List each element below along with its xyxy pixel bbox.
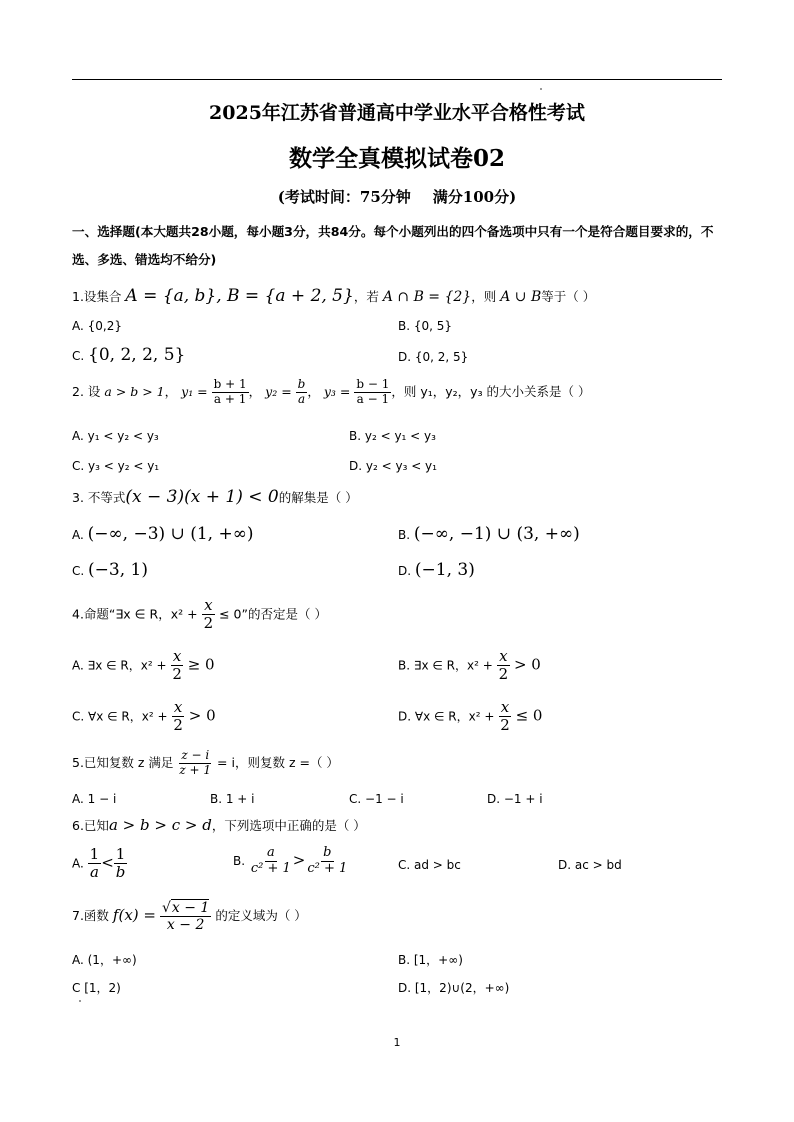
q3-option-d[interactable]: D. (−1, 3) — [398, 560, 475, 580]
q4-option-a[interactable]: A. ∃x ∈ R，x² + $\frac{x}{2}$ ≥ 0 — [72, 647, 215, 684]
q2-option-d[interactable]: D. y₂ < y₃ < y₁ — [349, 459, 437, 473]
section-heading: 一、选择题(本大题共28小题，每小题3分，共84分。每个小题列出的四个备选项中只有一个是符合题目要求的，不选、多选、错选均不给分) — [72, 224, 714, 267]
q4-option-c[interactable]: C. ∀x ∈ R，x² + $\frac{x}{2}$ > 0 — [72, 698, 216, 735]
q6-option-c[interactable]: C. ad > bc — [398, 858, 461, 872]
q5-option-c[interactable]: C. −1 − i — [349, 792, 404, 806]
exam-title: 2025年江苏省普通高中学业水平合格性考试 — [209, 102, 585, 124]
q1-option-d[interactable]: D. {0, 2, 5} — [398, 350, 469, 364]
q2-option-a[interactable]: A. y₁ < y₂ < y₃ — [72, 429, 159, 443]
q2-option-c[interactable]: C. y₃ < y₂ < y₁ — [72, 459, 160, 473]
q1-option-c[interactable]: C. {0, 2, 2, 5} — [72, 345, 186, 365]
question-4: 4.命题“∃x ∈ R，x² + $\frac{x}{2}$ ≤ 0”的否定是（ ） — [72, 596, 327, 633]
q6-option-d[interactable]: D. ac > bd — [558, 858, 622, 872]
q5-option-d[interactable]: D. −1 + i — [487, 792, 543, 806]
q7-option-d[interactable]: D. [1，2)∪(2，+∞) — [398, 981, 510, 995]
q6-option-a[interactable]: A. $\frac{1}{a}$ < $\frac{1}{b}$ — [72, 845, 126, 882]
exam-subtitle: 数学全真模拟试卷02 — [288, 145, 505, 172]
q1-option-a[interactable]: A. {0,2} — [72, 319, 122, 333]
q4-option-d[interactable]: D. ∀x ∈ R，x² + $\frac{x}{2}$ ≤ 0 — [398, 698, 543, 735]
q3-option-a[interactable]: A. (−∞, −3) ∪ (1, +∞) — [72, 524, 254, 544]
exam-info — [0, 186, 794, 207]
q3-inequality: (x − 3)(x + 1) < 0 — [125, 487, 279, 507]
q5-option-a[interactable]: A. 1 − i — [72, 792, 117, 806]
q6-option-b[interactable]: B. $\frac{a}{\text{c² + 1}}$ > $\frac{b}{\text{c² + 1}}$ — [233, 845, 348, 876]
question-3: 3. 不等式(x − 3)(x + 1) < 0的解集是（ ） — [72, 487, 358, 507]
q7-option-b[interactable]: B. [1，+∞) — [398, 953, 463, 967]
question-5: 5.已知复数 z 满足 $\frac{z - i}{z + 1}$ = i，则复数 z =（ ） — [72, 748, 339, 777]
q2-option-b[interactable]: B. y₂ < y₁ < y₃ — [349, 429, 436, 443]
q1-target: A ∪ B — [500, 289, 542, 305]
scan-speck — [540, 88, 542, 90]
question-1: 1.设集合 A = {a, b}, B = {a + 2, 5}，若 A ∩ B = {2}，则 A ∪ B等于（ ） — [72, 286, 596, 306]
q4-option-b[interactable]: B. ∃x ∈ R，x² + $\frac{x}{2}$ > 0 — [398, 647, 541, 684]
question-2: 2. 设 a > b > 1， y₁ = $\frac{b + 1}{a + 1}$ ， y₂ = $\frac{b}{a}$ ， y₃ = $\frac{b - 1}{a - 1}$ ，则 y₁，y₂，y₃ 的大小关系是（ ） — [72, 377, 591, 406]
q5-option-b[interactable]: B. 1 + i — [210, 792, 255, 806]
exam-score: 满分100分) — [432, 188, 517, 206]
scan-speck — [79, 1000, 81, 1002]
q3-option-c[interactable]: C. (−3, 1) — [72, 560, 148, 580]
q7-option-a[interactable]: A. (1，+∞) — [72, 953, 137, 967]
q3-option-b[interactable]: B. (−∞, −1) ∪ (3, +∞) — [398, 524, 580, 544]
exam-time: (考试时间：75分钟 — [277, 188, 411, 206]
q6-condition: a > b > c > d — [108, 816, 212, 834]
question-7: 7.函数 f(x) = $\frac{√x - 1}{x - 2}$ 的定义域为（ ） — [72, 900, 307, 934]
q1-condition: A ∩ B = {2} — [382, 289, 472, 305]
q1-sets: A = {a, b}, B = {a + 2, 5} — [125, 286, 354, 306]
q1-option-b[interactable]: B. {0, 5} — [398, 319, 453, 333]
q7-option-c[interactable]: C [1，2) — [72, 981, 121, 995]
page-number: 1 — [393, 1036, 401, 1049]
header-rule — [72, 79, 722, 80]
question-6: 6.已知a > b > c > d，下列选项中正确的是（ ） — [72, 816, 366, 834]
